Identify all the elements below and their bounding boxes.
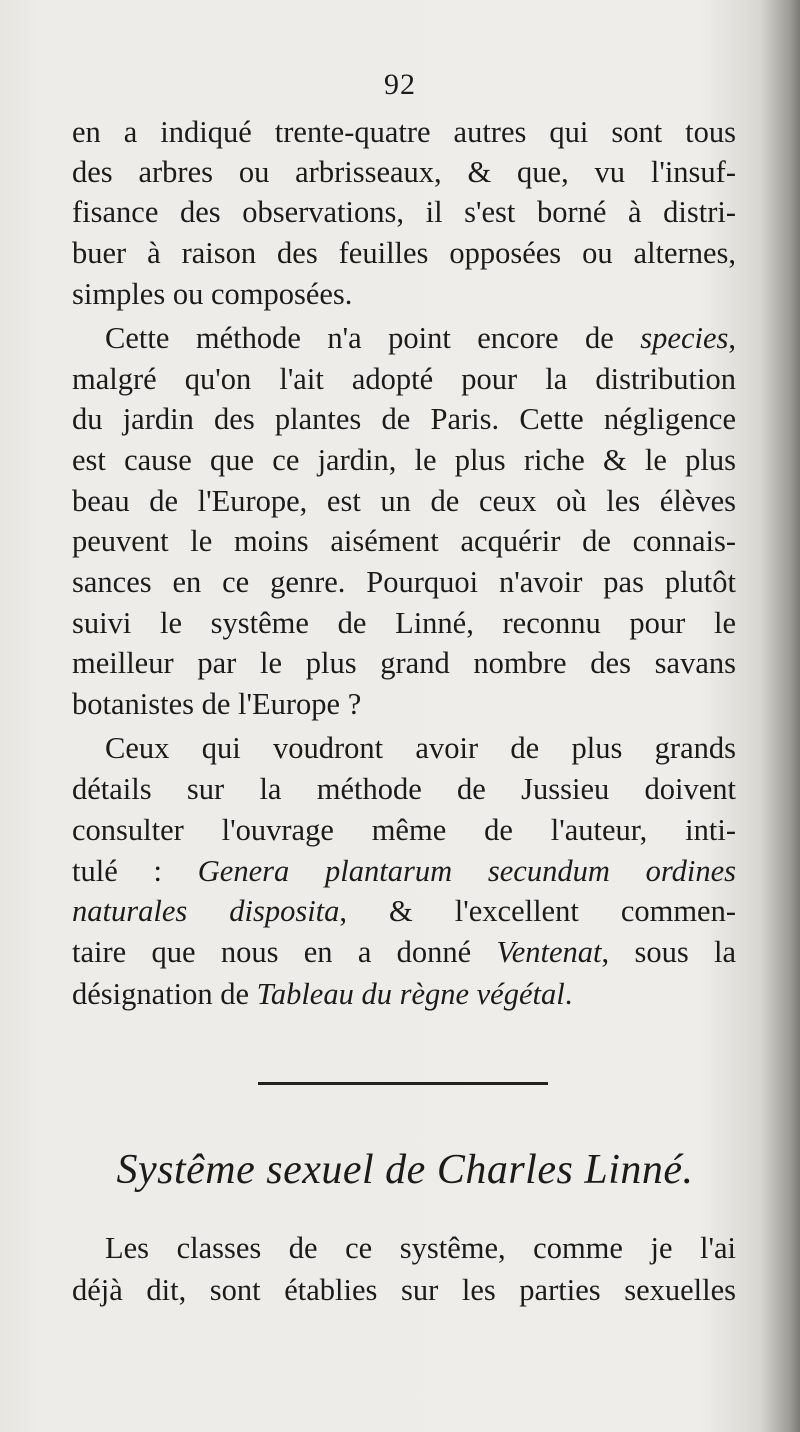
text-segment: désignation de bbox=[72, 977, 257, 1011]
text-line: consulter l'ouvrage même de l'auteur, inti- bbox=[72, 813, 736, 847]
text-segment: Cette méthode n'a point encore de bbox=[105, 321, 641, 355]
text-line-mixed bbox=[105, 318, 736, 358]
text-line: déjà dit, sont établies sur les parties sexuelles bbox=[72, 1273, 736, 1307]
text-line: peuvent le moins aisément acquérir de connais- bbox=[72, 524, 736, 558]
italic-title: naturales disposita bbox=[72, 894, 340, 928]
text-line: sances en ce genre. Pourquoi n'avoir pas plutôt bbox=[72, 565, 736, 599]
text-line: en a indiqué trente-quatre autres qui sont tous bbox=[72, 115, 736, 149]
text-line-mixed bbox=[72, 974, 736, 1014]
text-segment: taire que nous en a donné bbox=[72, 935, 497, 969]
text-segment: , sous la bbox=[601, 935, 737, 969]
page-number: 92 bbox=[384, 68, 416, 101]
text-line: détails sur la méthode de Jussieu doivent bbox=[72, 772, 736, 806]
text-line: Les classes de ce systême, comme je l'ai bbox=[105, 1231, 736, 1265]
italic-term: species bbox=[640, 321, 729, 355]
italic-title: Tableau du règne végétal bbox=[256, 977, 565, 1011]
text-line: Ceux qui voudront avoir de plus grands bbox=[105, 731, 736, 765]
text-segment: . bbox=[564, 977, 573, 1011]
text-line: malgré qu'on l'ait adopté pour la distribution bbox=[72, 362, 736, 396]
text-line: est cause que ce jardin, le plus riche & le plus bbox=[72, 443, 736, 477]
section-divider bbox=[258, 1082, 548, 1085]
text-line: simples ou composées. bbox=[72, 277, 353, 311]
text-line: meilleur par le plus grand nombre des savans bbox=[72, 646, 736, 680]
text-segment: , & l'excellent commen- bbox=[339, 894, 736, 928]
section-heading: Systême sexuel de Charles Linné. bbox=[116, 1147, 694, 1193]
text-line-mixed bbox=[72, 851, 736, 891]
text-line: des arbres ou arbrisseaux, & que, vu l'insuf- bbox=[72, 155, 736, 189]
italic-name: Ventenat bbox=[496, 935, 602, 969]
text-line: fisance des observations, il s'est borné à distri- bbox=[72, 195, 736, 229]
text-line: suivi le systême de Linné, reconnu pour le bbox=[72, 606, 736, 640]
text-line: du jardin des plantes de Paris. Cette négligence bbox=[72, 402, 736, 436]
text-line-mixed bbox=[72, 891, 736, 931]
text-line: beau de l'Europe, est un de ceux où les élèves bbox=[72, 484, 736, 518]
text-segment: , bbox=[728, 321, 736, 355]
text-line-mixed bbox=[72, 932, 736, 972]
italic-title: Genera plantarum secundum ordines bbox=[197, 854, 736, 888]
text-line: botanistes de l'Europe ? bbox=[72, 687, 362, 721]
text-line: buer à raison des feuilles opposées ou alternes, bbox=[72, 236, 736, 270]
text-segment: tulé : bbox=[72, 854, 198, 888]
